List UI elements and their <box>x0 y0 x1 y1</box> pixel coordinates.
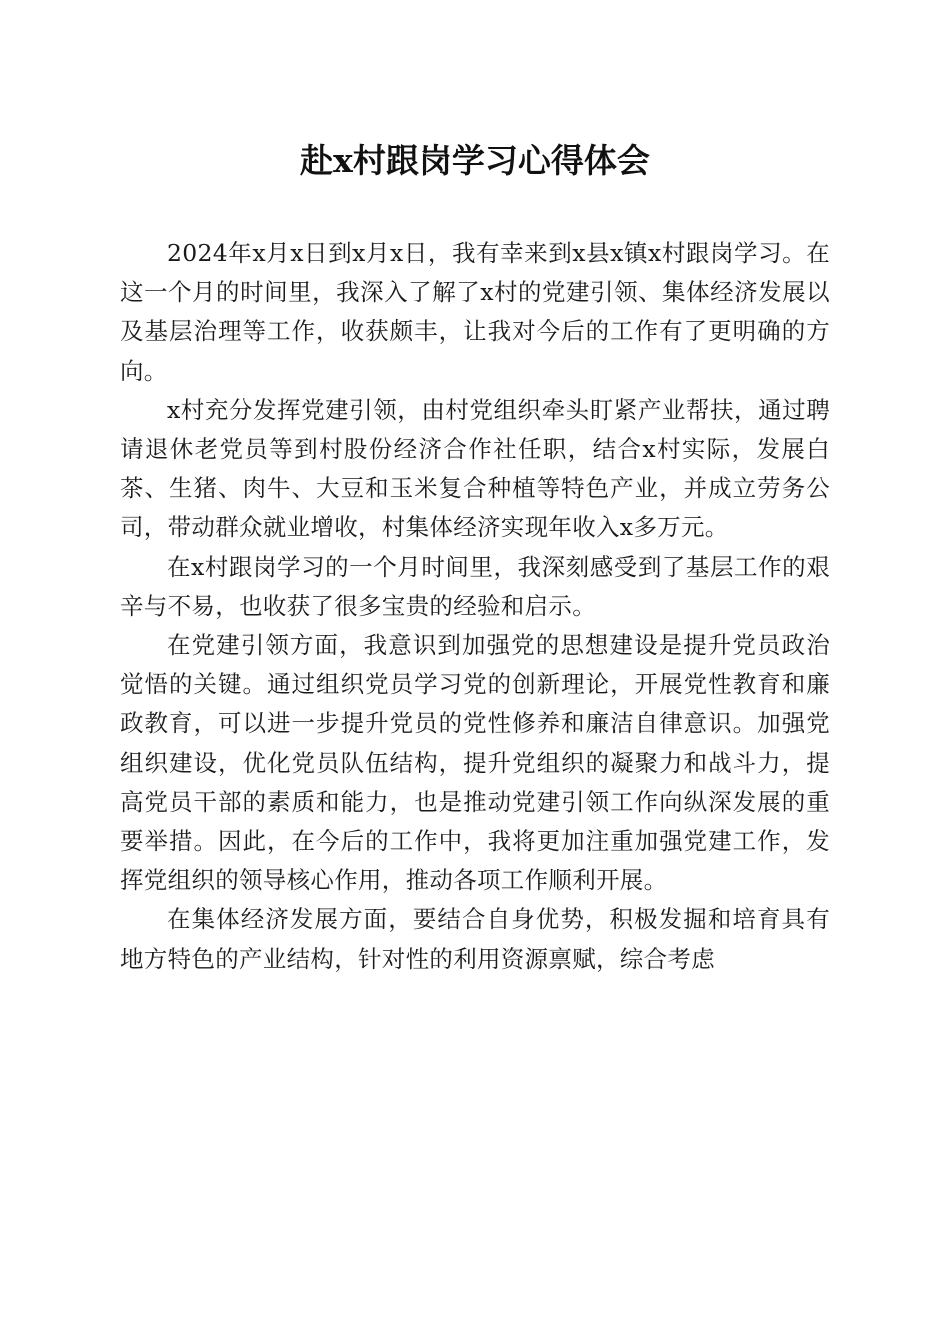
paragraph: 在x村跟岗学习的一个月时间里，我深刻感受到了基层工作的艰辛与不易，也收获了很多宝贵的经验和启示。 <box>120 552 830 620</box>
paragraph: 在党建引领方面，我意识到加强党的思想建设是提升党员政治觉悟的关键。通过组织党员学习党的创新理论，开展党性教育和廉政教育，可以进一步提升党员的党性修养和廉洁自律意识。加强党组织建设，优化党员队伍结构，提升党组织的凝聚力和战斗力，提高党员干部的素质和能力，也是推动党建引领工作向纵深发展的重要举措。因此，在今后的工作中，我将更加注重加强党建工作，发挥党组织的领导核心作用，推动各项工作顺利开展。 <box>120 631 830 895</box>
paragraph: x村充分发挥党建引领，由村党组织牵头盯紧产业帮扶，通过聘请退休老党员等到村股份经济合作社任职，结合x村实际，发展白茶、生猪、肉牛、大豆和玉米复合种植等特色产业，并成立劳务公司，带动群众就业增收，村集体经济实现年收入x多万元。 <box>120 395 830 542</box>
paragraph: 2024年x月x日到x月x日，我有幸来到x县x镇x村跟岗学习。在这一个月的时间里，我深入了解了x村的党建引领、集体经济发展以及基层治理等工作，收获颇丰，让我对今后的工作有了更明确的方向。 <box>120 239 830 385</box>
paragraph: 在集体经济发展方面，要结合自身优势，积极发掘和培育具有地方特色的产业结构，针对性的利用资源禀赋，综合考虑 <box>120 905 830 973</box>
document-body <box>120 234 830 979</box>
document-title: 赴x村跟岗学习心得体会 <box>300 141 650 180</box>
